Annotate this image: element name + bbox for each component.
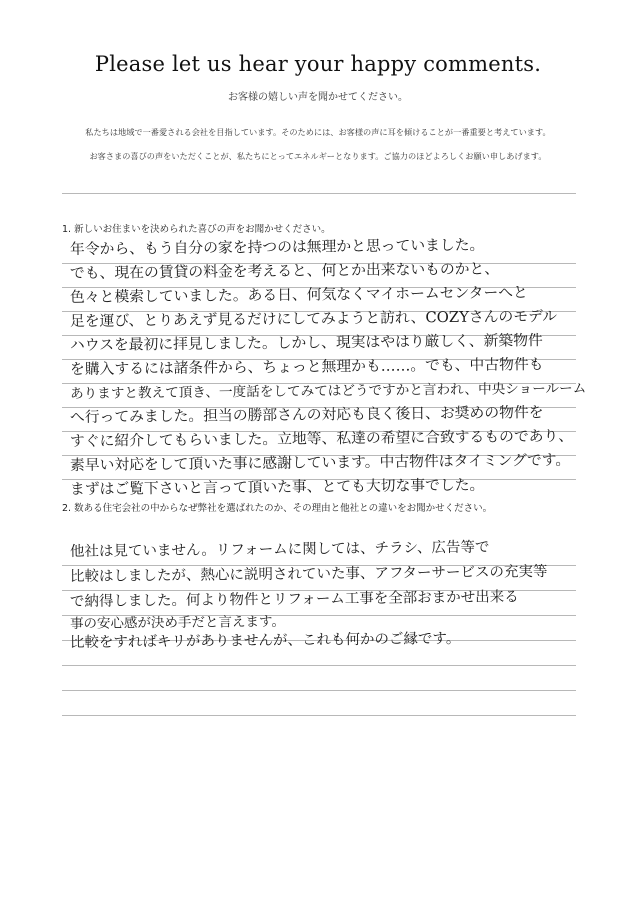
answer-line: 比較はしましたが、熱心に説明されていた事、アフターサービスの充実等	[69, 564, 548, 585]
answer-rule	[62, 715, 576, 716]
answer-line: 素早い対応をして頂いた事に感謝しています。中古物件はタイミングです。	[69, 451, 571, 474]
intro-text-line-1: 私たちは地域で一番愛される会社を目指しています。そのためには、お客様の声に耳を傾けることが一番重要と考えています。	[85, 127, 551, 137]
answer-line: 事の安心感が決め手だと言えます。	[69, 613, 286, 632]
answer-line: ありますと教えて頂き、一度話をしてみてはどうですかと言われ、中央ショールーム	[69, 380, 587, 402]
answer-line: 他社は見ていません。リフォームに関しては、チラシ、広告等で	[69, 539, 490, 560]
answer-line: 年令から、もう自分の家を持つのは無理かと思っていました。	[69, 236, 485, 258]
answer-line: へ行ってみました。担当の勝部さんの対応も良く後日、お奨めの物件を	[69, 404, 544, 426]
question-1-label: 1. 新しいお住まいを決められた喜びの声をお聞かせください。	[62, 224, 331, 235]
answer-line: すぐに紹介してもらいました。立地等、私達の希望に合致するものであり、	[69, 427, 574, 450]
intro-text-line-2: お客さまの喜びの声をいただくことが、私たちにとってエネルギーとなります。ご協力のほどよろしくお願い申しあげます。	[89, 151, 547, 161]
question-2-label: 2. 数ある住宅会社の中からなぜ弊社を選ばれたのか、その理由と他社との違いをお聞かせください。	[62, 503, 493, 514]
answer-line: ハウスを最初に拝見しました。しかし、現実はやはり厳しく、新築物件	[69, 332, 543, 354]
answer-line: 色々と模索していました。ある日、何気なくマイホームセンターへと	[69, 284, 528, 306]
answer-rule	[62, 690, 576, 691]
answer-line: でも、現在の賃貸の料金を考えると、何とか出来ないものかと、	[69, 260, 500, 282]
answer-rule	[62, 665, 576, 666]
answer-line: まずはご覧下さいと言って頂いた事、とても大切な事でした。	[69, 476, 485, 498]
header-divider	[62, 193, 576, 194]
answer-line: 比較をすればキリがありませんが、これも何かのご縁です。	[69, 630, 461, 651]
answer-line: を購入するには諸条件から、ちょっと無理かも……。でも、中古物件も	[69, 356, 544, 378]
page-title: Please let us hear your happy comments.	[94, 52, 542, 76]
answer-line: で納得しました。何より物件とリフォーム工事を全部おまかせ出来る	[69, 589, 519, 610]
answer-line: 足を運び、とりあえず見るだけにしてみようと訪れ、COZYさんのモデル	[69, 307, 558, 330]
page-subtitle: お客様の嬉しい声を聞かせてください。	[228, 92, 408, 103]
